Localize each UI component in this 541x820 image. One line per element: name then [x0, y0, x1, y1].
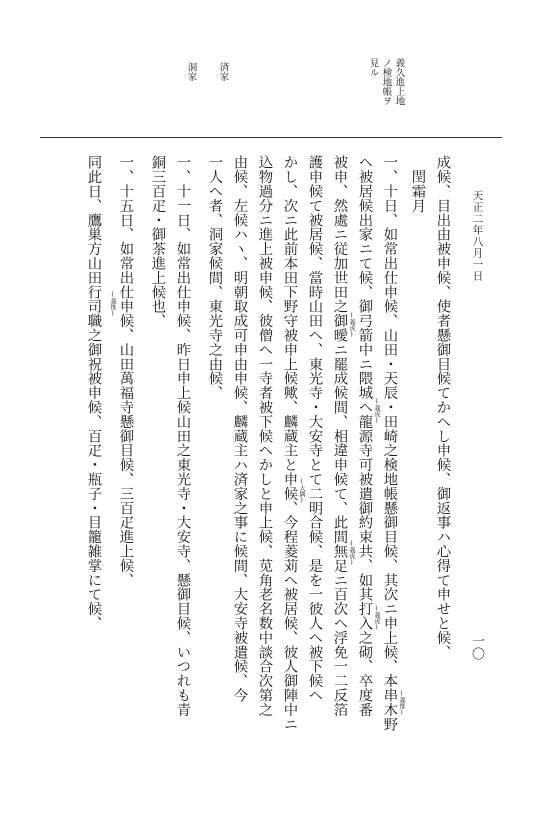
margin-note-toke: 洞家: [185, 62, 197, 81]
text-column: 閏霜月: [409, 155, 426, 213]
page-date-header: 天正二年八月一日: [471, 190, 484, 282]
text-column: 同此日、鷹巣方山田行司職之御祝被申候、百疋・瓶子・目籠雑掌にて候、: [85, 155, 102, 631]
text-column: ヘ被居候出家ニて候、御弓箭中ニ隈城ヘ龍源寺可被遣御約束共、如其打入之砌、卒度番: [356, 155, 373, 717]
margin-note-line: ノ検地帳ヲ: [380, 58, 392, 106]
header-rule: [40, 137, 502, 138]
text-column: 込物過分ニ進上被申候、彼僧ヘ一寺者被下候ヘかしと申上候、苋角老名数中談合次第之: [256, 155, 273, 717]
interlinear-note: (義虎): [348, 540, 355, 566]
margin-note-saike: 済家: [217, 62, 229, 81]
text-column: 銅三百疋・御茶進上候也、: [149, 155, 166, 328]
text-column: 被申、然處ニ従加世田之御曖ニ罷成候間、相違申候て、此間無足ニ百次ヘ浮免一二反箔: [331, 155, 348, 717]
interlinear-note: (義惟): [109, 291, 116, 317]
text-column: 成候、目出由被申候、使者懸御目候てかへし申候、御返事ハ心得て申せと候、: [434, 155, 451, 659]
interlinear-note: (大隅): [298, 478, 305, 504]
text-column: 一、十一日、如常出仕申候、昨日申上候山田之東光寺・大安寺、懸御目候、いつれも青: [174, 155, 191, 717]
text-column: 由候、左候ハヽ、明朝取成可申由申候、麟蔵主ハ済家之事に候間、大安寺被遣候、今: [231, 155, 248, 703]
text-column: 一人ヘ者、洞家候間、東光寺之由候、: [206, 155, 223, 400]
interlinear-note: (義虎): [373, 605, 380, 631]
interlinear-note: (義虎): [373, 398, 380, 424]
text-column: かし、次ニ此前本田下野守被申上候歟、麟蔵主と申候、今程菱苅ヘ被居候、彼人御陣中ニ: [281, 155, 298, 731]
text-column: 一、十五日、如常出仕申候、山田萬福寺懸御目候、三百疋進上候、: [117, 155, 134, 587]
text-column: 一、十日、如常出仕申候、山田・天辰・田崎之検地帳懸御目候、其次ニ申上候、本串木野: [381, 155, 398, 731]
page-number: 一〇: [469, 634, 484, 660]
margin-note-line: 義久進上地: [393, 58, 405, 106]
interlinear-note: (義虎): [348, 312, 355, 338]
margin-note-line: 見ル: [367, 58, 379, 77]
interlinear-note: (義惟): [398, 690, 405, 716]
text-column: 護申候て被居候、當時山田ヘ、東光寺・大安寺とて二明合候、是を一彼人ヘ被下候ヘ: [306, 155, 323, 703]
